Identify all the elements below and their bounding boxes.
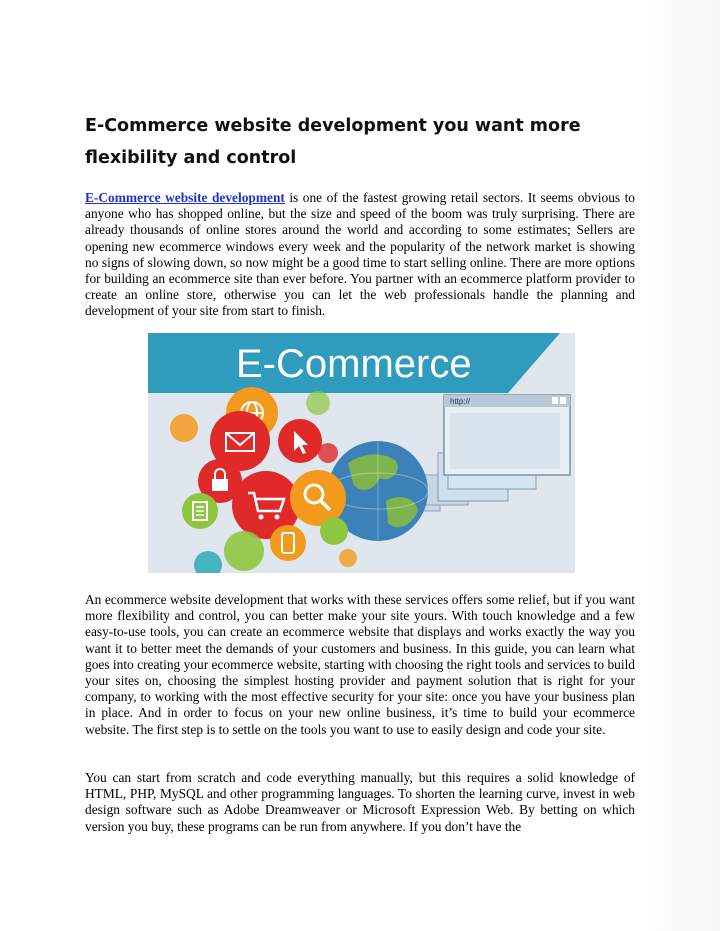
document-icon <box>182 493 218 529</box>
body-paragraph-2: An ecommerce website development that works with these services offers some relief, but if you want more flexibility and control, you can better make your site yours. With touch knowledge and a few easy-to-use tools, you can create an ecommerce website that displays and works exactly the way you want it to better meet the demands of your customers and business. In this guide, you can learn what goes into creating your ecommerce website, starting with choosing the right tools and services to build your sites on, choosing the simplest hosting provider and payment solution that is right for your company, to working with the most effective security for your site: once you have your business plan in place. And in order to focus on your new online business, it’s time to build your ecommerce website. The first step is to settle on the tools you want to use to easily design and code your site. <box>85 592 635 737</box>
article-title: E-Commerce website development you want more flexibility and control <box>85 116 581 168</box>
body-paragraph-3: You can start from scratch and code everything manually, but this requires a solid knowledge of HTML, PHP, MySQL and other programming languages. To shorten the learning curve, invest in web design software such as Adobe Dreamweaver or Microsoft Expression Web. By betting on which version you buy, these programs can be run from anywhere. If you don’t have the <box>85 770 635 834</box>
banner-heading: E-Commerce <box>236 342 472 386</box>
intro-paragraph <box>85 190 635 320</box>
intro-link[interactable]: E-Commerce website development <box>85 190 285 205</box>
ecommerce-banner-image <box>148 333 575 573</box>
browser-url-text: http:// <box>450 397 471 406</box>
mobile-phone-icon <box>270 525 306 561</box>
intro-text: is one of the fastest growing retail sectors. It seems obvious to anyone who has shopped online, but the size and speed of the boom was truly surprising. There are already thousands of online stores around the world and according to some estimates; Sellers are opening new ecommerce windows every week and the popularity of the network market is showing no signs of slowing down, so now might be a good time to start selling online. There are more options for building an ecommerce site than ever before. You partner with an ecommerce platform provider to create an online store, otherwise you can let the web professionals handle the planning and development of your site from start to finish. <box>85 190 635 319</box>
page-edge-shading <box>640 0 720 931</box>
cursor-icon <box>278 419 322 463</box>
